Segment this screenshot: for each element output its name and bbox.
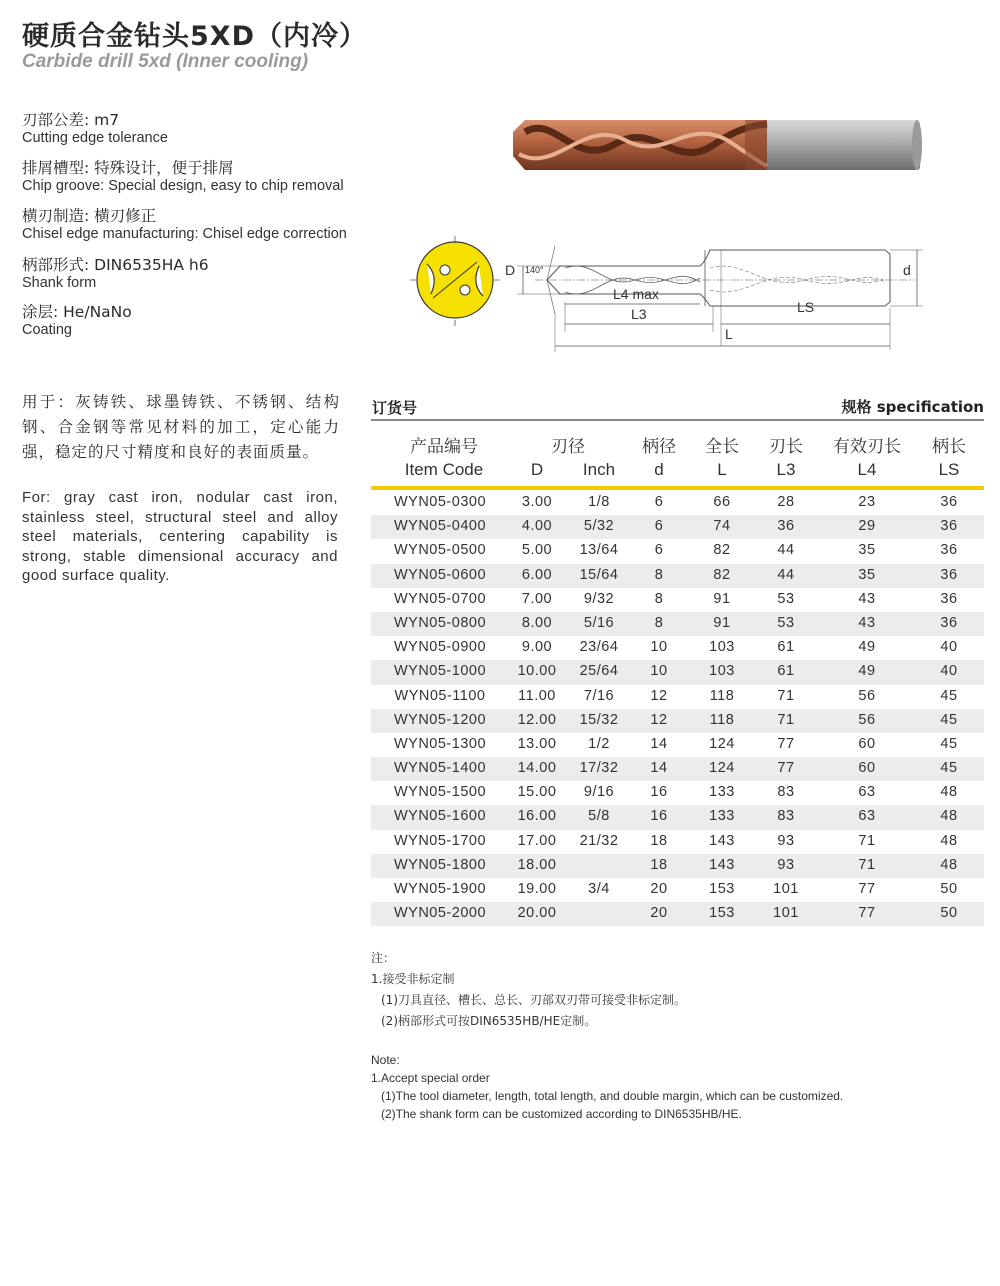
table-row [371,515,984,539]
cell-effective-length: 63 [858,808,876,825]
cell-flute-length: 71 [777,711,795,728]
cell-shank-length: 36 [940,614,958,631]
cell-effective-length: 49 [858,639,876,656]
spec-chip-groove [22,159,344,195]
cell-shank-dia: 12 [650,687,668,704]
cell-diameter: 9.00 [521,639,553,656]
note-line: (2)The shank form can be customized according to DIN6535HB/HE. [381,1107,742,1121]
table-row [371,636,984,660]
note-line: (2)柄部形式可按DIN6535HB/HE定制。 [381,1014,597,1028]
spec-shank-form [22,256,209,292]
cell-shank-length: 40 [940,639,958,656]
spec-label-cn: 柄部形式: DIN6535HA h6 [22,256,209,274]
cell-inch: 23/64 [579,639,619,656]
cell-flute-length: 61 [777,663,795,680]
cell-item-code: WYN05-1200 [393,711,487,728]
cell-total-length: 103 [709,639,735,656]
cell-diameter: 18.00 [517,856,557,873]
cell-inch: 17/32 [579,760,619,777]
cell-total-length: 133 [709,808,735,825]
table-row [371,539,984,563]
cell-item-code: WYN05-2000 [393,905,487,922]
header-d-en: d [654,460,664,479]
cell-diameter: 16.00 [517,808,557,825]
cell-inch: 5/16 [583,614,615,631]
cell-shank-dia: 10 [650,663,668,680]
cell-flute-length: 44 [777,566,795,583]
cell-diameter: 7.00 [521,590,553,607]
cell-shank-dia: 18 [650,856,668,873]
cell-item-code: WYN05-0700 [393,590,487,607]
cell-flute-length: 77 [777,760,795,777]
note-line: 1.Accept special order [371,1071,490,1085]
cell-shank-length: 45 [940,760,958,777]
cell-shank-length: 40 [940,663,958,680]
header-inch-en: Inch [582,460,616,479]
notes-en [371,1051,843,1123]
cell-total-length: 133 [709,784,735,801]
cell-shank-dia: 16 [650,808,668,825]
cell-diameter: 3.00 [521,494,553,510]
cell-shank-length: 48 [940,832,958,849]
cell-inch: 1/2 [588,735,610,752]
spec-label-cn: 排屑槽型: 特殊设计，便于排屑 [22,159,234,177]
table-row [371,854,984,878]
table-row [371,612,984,636]
dim-D-label: D [505,262,516,278]
cell-shank-dia: 14 [650,735,668,752]
spec-label-en: Coating [22,322,72,338]
cell-diameter: 19.00 [517,881,557,897]
cell-total-length: 66 [713,494,731,510]
table-row [371,564,984,588]
cell-diameter: 14.00 [517,760,557,777]
table-row [371,902,984,926]
cell-diameter: 11.00 [518,687,556,704]
header-total-length-cn: 全长 [705,437,739,457]
cell-shank-dia: 18 [650,832,668,849]
cell-inch: 25/64 [579,663,619,680]
table-row [371,781,984,805]
cell-flute-length: 44 [777,542,795,559]
table-top-rule [371,419,984,421]
cell-item-code: WYN05-0500 [393,542,487,559]
table-row [371,878,984,902]
cell-flute-length: 53 [777,590,795,607]
spec-label-cn: 刃部公差: m7 [22,111,120,129]
header-LS-en: LS [938,460,960,479]
cell-shank-dia: 10 [650,639,668,656]
cell-total-length: 91 [713,590,731,607]
cell-item-code: WYN05-1700 [393,832,487,849]
cell-inch: 15/64 [579,566,619,583]
cell-total-length: 153 [709,905,735,922]
spec-coating [22,303,132,339]
cell-shank-length: 48 [940,808,958,825]
cell-inch: 7/16 [583,687,615,704]
table-header-rule [371,486,984,490]
cell-inch: 21/32 [579,832,619,849]
cell-diameter: 8.00 [521,614,553,631]
cell-total-length: 124 [709,735,735,752]
cell-shank-length: 45 [940,735,958,752]
spec-table-body [371,491,984,926]
notes-cn [371,948,686,1032]
cell-shank-length: 45 [940,711,958,728]
table-row [371,660,984,684]
cell-diameter: 13.00 [517,735,557,752]
cell-item-code: WYN05-1400 [393,760,487,777]
cell-diameter: 20.00 [517,905,557,922]
cell-flute-length: 93 [777,832,795,849]
cell-item-code: WYN05-1000 [393,663,487,680]
cell-shank-length: 36 [940,590,958,607]
header-shank-dia-cn: 柄径 [642,437,676,457]
cell-effective-length: 60 [858,760,876,777]
end-view-icon [410,236,500,326]
usage-description-cn: 用于：灰铸铁、球墨铸铁、不锈钢、结构钢、合金钢等常见材料的加工，定心能力强，稳定的尺寸精度和良好的表面质量。 [22,393,340,461]
cell-inch: 5/32 [583,518,615,535]
cell-effective-length: 56 [858,711,876,728]
header-D-en: D [530,460,544,479]
cell-shank-length: 50 [940,905,958,922]
spec-tolerance [22,111,168,147]
cell-shank-length: 36 [940,518,958,535]
cell-item-code: WYN05-0600 [393,566,487,583]
spec-chisel-edge [22,207,347,243]
cell-shank-dia: 12 [650,711,668,728]
table-row [371,830,984,854]
note-line: Note: [371,1053,400,1067]
cell-shank-dia: 6 [654,542,664,559]
page-title: 硬质合金钻头5XD（内冷） [22,21,368,52]
header-item-code-cn: 产品编号 [410,437,478,457]
dim-d-label: d [903,262,911,278]
cell-shank-dia: 8 [654,590,664,607]
header-diameter-cn: 刃径 [551,437,585,457]
cell-diameter: 15.00 [517,784,557,801]
cell-flute-length: 83 [777,808,795,825]
drill-diagram [405,228,935,353]
cell-item-code: WYN05-1500 [393,784,487,801]
cell-diameter: 12.00 [517,711,557,728]
cell-inch: 9/32 [583,590,615,607]
cell-flute-length: 93 [777,856,795,873]
spec-label-en: Shank form [22,275,97,291]
cell-effective-length: 35 [858,566,876,583]
cell-shank-length: 48 [940,856,958,873]
cell-total-length: 143 [709,856,735,873]
header-effective-length-cn: 有效刃长 [833,437,901,457]
cell-total-length: 153 [709,881,735,897]
table-row [371,709,984,733]
order-number-label: 订货号 [372,399,418,417]
cell-item-code: WYN05-0900 [393,639,487,656]
note-line: 注： [371,951,396,965]
cell-total-length: 124 [709,760,735,777]
cell-effective-length: 60 [858,735,876,752]
cell-flute-length: 71 [777,687,795,704]
table-row [371,685,984,709]
cell-inch: 5/8 [588,808,610,825]
header-shank-length-cn: 柄长 [932,437,966,457]
drill-photo [505,110,925,182]
header-L4-en: L4 [857,460,877,479]
table-row [371,588,984,612]
cell-shank-length: 45 [940,687,958,704]
cell-diameter: 10.00 [517,663,557,680]
specification-label: 规格 specification [841,398,984,416]
dim-L3-label: L3 [631,306,647,322]
page-subtitle: Carbide drill 5xd (Inner cooling) [22,51,309,72]
cell-shank-length: 50 [940,881,958,897]
cell-shank-length: 36 [940,542,958,559]
cell-item-code: WYN05-1900 [393,881,487,897]
cell-inch: 15/32 [579,711,619,728]
cell-flute-length: 101 [773,881,799,897]
cell-total-length: 82 [713,542,731,559]
cell-shank-dia: 20 [650,881,668,897]
cell-item-code: WYN05-0400 [393,518,487,535]
cell-effective-length: 35 [858,542,876,559]
header-flute-length-cn: 刃长 [769,437,803,457]
table-row [371,805,984,829]
cell-item-code: WYN05-0800 [393,614,487,631]
cell-shank-dia: 16 [650,784,668,801]
cell-shank-dia: 6 [654,494,664,510]
cell-diameter: 5.00 [521,542,553,559]
cell-flute-length: 83 [777,784,795,801]
cell-effective-length: 77 [858,881,876,897]
note-line: (1)The tool diameter, length, total length, and double margin, which can be customized. [381,1089,844,1103]
table-row [371,491,984,515]
note-line: (1)刀具直径、槽长、总长、刃部双刃带可接受非标定制。 [381,993,687,1007]
cell-flute-length: 101 [773,905,799,922]
point-angle-label: 140° [525,265,544,275]
dim-L4-label: L4 max [613,286,659,302]
cell-diameter: 17.00 [517,832,557,849]
cell-shank-length: 36 [940,494,958,510]
dim-LS-label: LS [797,299,815,315]
cell-item-code: WYN05-1800 [393,856,487,873]
cell-effective-length: 49 [858,663,876,680]
cell-shank-dia: 8 [654,566,664,583]
header-L3-en: L3 [776,460,796,479]
cell-total-length: 143 [709,832,735,849]
cell-shank-length: 36 [940,566,958,583]
cell-flute-length: 28 [777,494,795,510]
cell-diameter: 4.00 [521,518,553,535]
cell-shank-dia: 6 [654,518,664,535]
cell-effective-length: 63 [858,784,876,801]
header-item-code-en: Item Code [404,460,484,479]
usage-description-en: For: gray cast iron, nodular cast iron, stainless steel, structural steel and alloy steel materials, centering capability is strong, stable dimensional accuracy and good surface quality. [22,489,338,584]
cell-total-length: 118 [709,711,735,728]
header-L-en: L [717,460,727,479]
cell-effective-length: 71 [858,832,876,849]
cell-effective-length: 23 [858,494,876,510]
cell-inch: 9/16 [583,784,615,801]
note-line: 1.接受非标定制 [371,972,455,986]
cell-shank-length: 48 [940,784,958,801]
cell-inch: 13/64 [579,542,619,559]
cell-effective-length: 56 [858,687,876,704]
cell-item-code: WYN05-1300 [393,735,487,752]
cell-diameter: 6.00 [521,566,553,583]
spec-label-en: Cutting edge tolerance [22,130,168,146]
cell-inch: 1/8 [588,494,610,510]
cell-item-code: WYN05-0300 [393,494,487,510]
dim-L-label: L [725,326,733,342]
cell-total-length: 118 [709,687,735,704]
cell-item-code: WYN05-1100 [394,687,486,704]
cell-flute-length: 53 [777,614,795,631]
cell-item-code: WYN05-1600 [393,808,487,825]
cell-effective-length: 43 [858,590,876,607]
cell-inch: 3/4 [588,881,610,897]
cell-effective-length: 71 [858,856,876,873]
cell-total-length: 103 [709,663,735,680]
spec-label-en: Chip groove: Special design, easy to chip removal [22,178,344,194]
cell-total-length: 82 [713,566,731,583]
spec-label-en: Chisel edge manufacturing: Chisel edge correction [22,226,347,242]
cell-effective-length: 77 [858,905,876,922]
table-row [371,757,984,781]
cell-flute-length: 77 [777,735,795,752]
cell-total-length: 74 [713,518,731,535]
cell-shank-dia: 20 [650,905,668,922]
cell-effective-length: 29 [858,518,876,535]
cell-total-length: 91 [713,614,731,631]
cell-shank-dia: 8 [654,614,664,631]
cell-flute-length: 61 [777,639,795,656]
table-row [371,733,984,757]
cell-flute-length: 36 [777,518,795,535]
spec-label-cn: 横刃制造: 横刃修正 [22,207,157,225]
cell-effective-length: 43 [858,614,876,631]
cell-shank-dia: 14 [650,760,668,777]
spec-label-cn: 涂层: He/NaNo [22,303,132,321]
